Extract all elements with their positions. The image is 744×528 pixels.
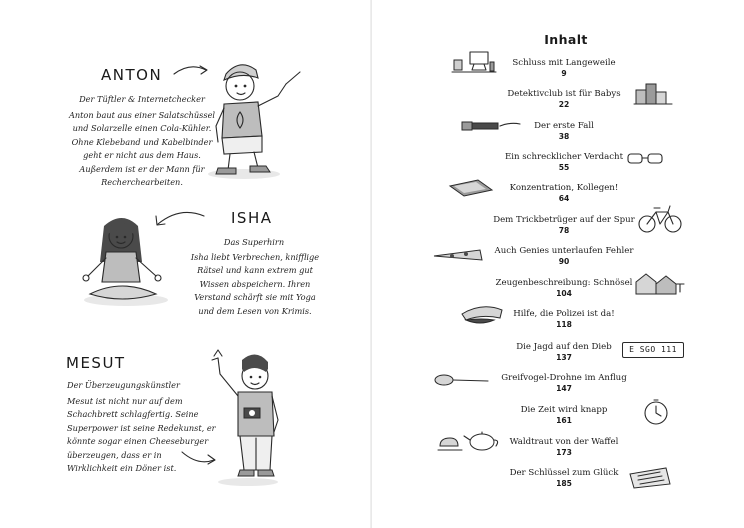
newspaper-icon bbox=[626, 466, 674, 490]
right-page bbox=[372, 0, 744, 528]
toc-entry-page: 173 bbox=[556, 448, 572, 457]
glasses-icon bbox=[626, 150, 666, 168]
bio-line: Wissen abspeichern. Ihren bbox=[199, 278, 311, 289]
toc-entry-title: Die Zeit wird knapp bbox=[520, 405, 608, 415]
police-cap-icon bbox=[458, 302, 508, 328]
toc-entry-title: Der Schlüssel zum Glück bbox=[509, 468, 619, 478]
city-buildings-icon bbox=[634, 82, 674, 106]
toc-entry-title: Detektivclub ist für Babys bbox=[507, 89, 621, 99]
toc-entry-title: Greifvogel-Drohne im Anflug bbox=[501, 373, 627, 383]
toc-entry-title: Schluss mit Langeweile bbox=[512, 58, 616, 68]
stopwatch-icon bbox=[642, 397, 672, 427]
toc-entry-page: 118 bbox=[556, 320, 572, 329]
bio-line: überzeugen, dass er in bbox=[67, 449, 162, 460]
character-subtitle-mesut: Der Überzeugungskünstler bbox=[67, 380, 180, 390]
toc-entry-page: 137 bbox=[556, 353, 572, 362]
toc-entry-title: Dem Trickbetrüger auf der Spur bbox=[493, 215, 635, 225]
toc-entry-page: 64 bbox=[558, 194, 570, 203]
anton-illustration bbox=[204, 56, 314, 182]
character-bio-isha bbox=[180, 251, 330, 318]
character-name-anton: ANTON bbox=[101, 66, 163, 84]
toc-entry-page: 185 bbox=[556, 479, 572, 488]
toc-entry-page: 161 bbox=[556, 416, 572, 425]
bio-line: Ohne Klebeband und Kabelbinder bbox=[71, 136, 213, 147]
bio-line: Isha liebt Verbrechen, knifflige bbox=[190, 252, 320, 262]
bio-line: Verstand schärft sie mit Yoga bbox=[194, 292, 316, 303]
toc-title: Inhalt bbox=[544, 32, 588, 47]
bio-line: Mesut ist nicht nur auf dem bbox=[67, 396, 183, 406]
bio-line: Recherchearbeiten. bbox=[101, 177, 183, 188]
bio-line: Wirklichkeit ein Döner ist. bbox=[67, 463, 177, 474]
bio-line: könnte sogar einen Cheeseburger bbox=[67, 436, 209, 447]
license-plate-icon: E SGO 111 bbox=[622, 342, 684, 358]
character-name-isha: ISHA bbox=[231, 209, 273, 227]
toc-entry[interactable] bbox=[454, 405, 674, 426]
toc-entry-page: 9 bbox=[561, 69, 567, 78]
toc-entry-page: 90 bbox=[558, 257, 570, 266]
bio-line: Anton baut aus einer Salatschüssel bbox=[68, 110, 216, 120]
toc-entry-title: Zeugenbeschreibung: Schnösel bbox=[495, 278, 633, 288]
tablet-icon bbox=[448, 178, 496, 198]
bio-line: Schachbrett schlagfertig. Seine bbox=[67, 409, 199, 420]
mesut-illustration bbox=[208, 346, 288, 488]
toc-entry-page: 38 bbox=[558, 132, 570, 141]
flashlight-icon bbox=[460, 118, 524, 134]
character-name-mesut: MESUT bbox=[66, 354, 126, 372]
toc-entry-page: 78 bbox=[558, 226, 570, 235]
toc-entry-title: Die Jagd auf den Dieb bbox=[516, 342, 612, 352]
toc-entry-title: Der erste Fall bbox=[534, 121, 594, 131]
toc-entry-title: Auch Genies unterlaufen Fehler bbox=[494, 246, 634, 256]
bio-line: und Solarzelle einen Cola-Kühler. bbox=[72, 123, 212, 134]
toc-entry-title: Hilfe, die Polizei ist da! bbox=[513, 309, 615, 319]
bicycle-icon bbox=[638, 204, 684, 234]
character-subtitle-isha: Das Superhirn bbox=[223, 237, 285, 247]
teapot-icon bbox=[436, 428, 502, 454]
toc-entry-page: 104 bbox=[556, 289, 572, 298]
toc-entry-title: Ein schrecklicher Verdacht bbox=[504, 152, 624, 162]
bio-line: Rätsel und kann extrem gut bbox=[197, 265, 313, 276]
toc-entry-title: Waldtraut von der Waffel bbox=[509, 437, 619, 447]
toc-entry-page: 55 bbox=[558, 163, 570, 172]
bio-line: Außerdem ist er der Mann für bbox=[79, 163, 205, 174]
toc-entry-title: Konzentration, Kollegen! bbox=[509, 183, 619, 193]
toc-entry-page: 22 bbox=[558, 100, 570, 109]
houses-icon bbox=[634, 272, 686, 296]
bio-line: geht er nicht aus dem Haus. bbox=[83, 150, 201, 161]
isha-illustration bbox=[76, 212, 176, 312]
pizza-slice-icon bbox=[432, 248, 488, 264]
computer-icon bbox=[452, 50, 500, 76]
bio-line: und dem Lesen von Krimis. bbox=[198, 305, 312, 316]
bio-line: Superpower ist seine Redekunst, er bbox=[67, 422, 216, 433]
toc-entry-page: 147 bbox=[556, 384, 572, 393]
character-subtitle-anton: Der Tüftler & Internetchecker bbox=[79, 94, 205, 104]
spoon-icon bbox=[434, 372, 492, 390]
